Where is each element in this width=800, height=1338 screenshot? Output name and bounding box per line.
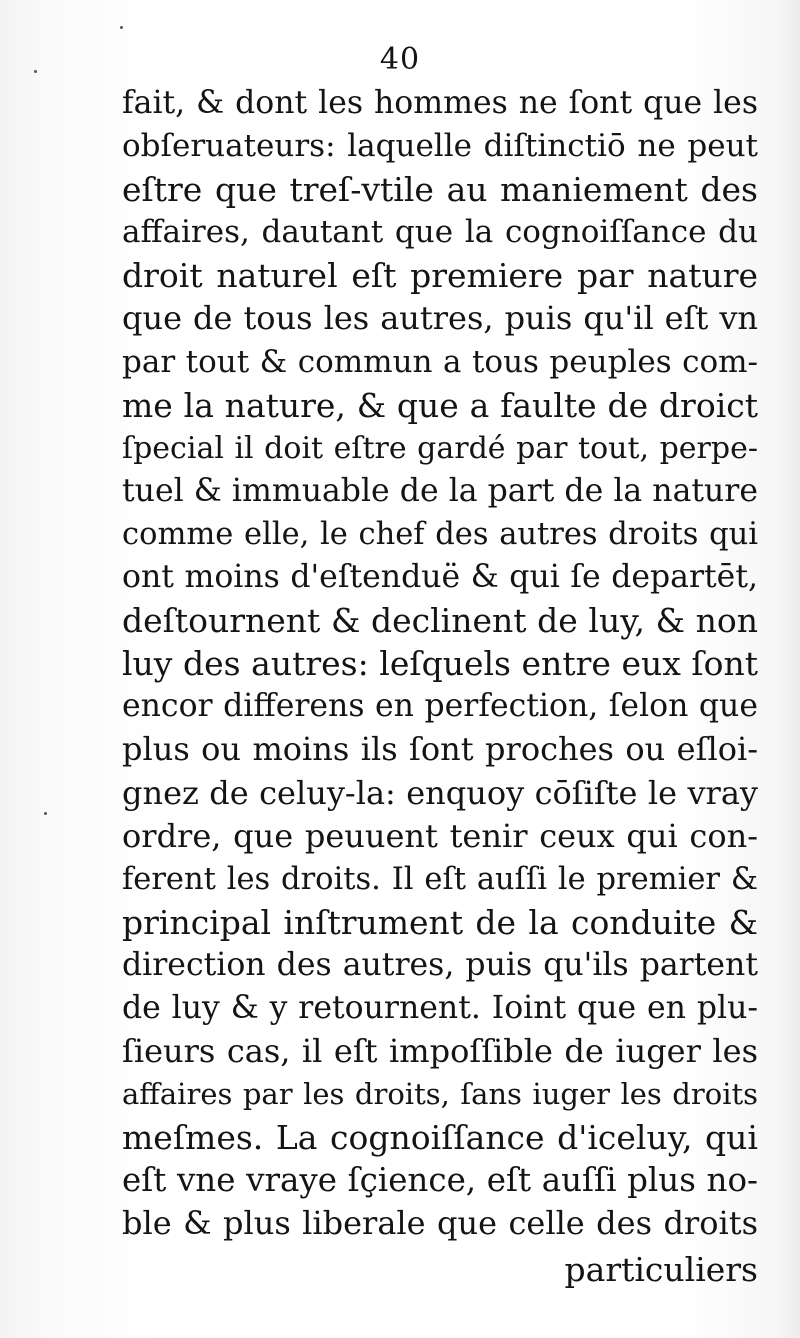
text-line: deſtournent & declinent de luy, & non <box>122 601 758 641</box>
page-number: 40 <box>379 42 421 77</box>
text-line: comme elle, le chef des autres droits qui <box>122 516 758 552</box>
text-line: tuel & immuable de la part de la nature <box>122 472 758 509</box>
text-line: ont moins d'eſtenduë & qui ſe departēt, <box>122 559 758 596</box>
text-line: gnez de celuy-la: enquoy cōſiſte le vray <box>122 773 758 812</box>
text-line: droit naturel eſt premiere par nature <box>122 256 758 296</box>
text-line: obſeruateurs: laquelle diſtinctiō ne peut <box>122 128 758 165</box>
paper-speck <box>44 812 47 815</box>
text-line: meſmes. La cognoiſſance d'iceluy, qui <box>122 1118 758 1158</box>
text-line: affaires par les droits, ſans iuger les droits <box>122 1077 758 1112</box>
text-line: ferent les droits. Il eſt auſſi le premier & <box>122 861 758 897</box>
text-line: par tout & commun a tous peuples com- <box>122 343 758 380</box>
text-line: de luy & y retournent. Ioint que en plu- <box>122 989 758 1026</box>
text-line: ordre, que peuuent tenir ceux qui con- <box>122 816 758 855</box>
paper-speck <box>120 26 123 29</box>
text-line: ſieurs cas, il eſt impoſſible de iuger les <box>122 1032 758 1071</box>
text-line: affaires, dautant que la cognoiſſance du <box>122 214 758 251</box>
text-line: que de tous les autres, puis qu'il eſt vn <box>122 299 758 338</box>
text-line: encor differens en perfection, ſelon que <box>122 688 758 725</box>
text-line: ſpecial il doit eſtre gardé par tout, perpe- <box>122 430 758 466</box>
text-line: principal inſtrument de la conduite & <box>122 902 758 942</box>
text-line: luy des autres: leſquels entre eux ſont <box>122 644 758 684</box>
text-line: direction des autres, puis qu'ils partent <box>122 946 758 983</box>
text-line: fait, & dont les hommes ne ſont que les <box>122 85 758 121</box>
body-text <box>122 82 758 1291</box>
text-line: me la nature, & que a faulte de droict <box>122 385 758 425</box>
text-line: ble & plus liberale que celle des droits <box>122 1204 758 1243</box>
text-line: eſtre que treſ-vtile au maniement des <box>122 170 758 210</box>
text-line: plus ou moins ils ſont proches ou eſloi- <box>122 730 758 769</box>
text-line: eſt vne vraye ſçience, eſt auſſi plus no- <box>122 1161 758 1200</box>
catchword: particuliers <box>564 1249 758 1289</box>
